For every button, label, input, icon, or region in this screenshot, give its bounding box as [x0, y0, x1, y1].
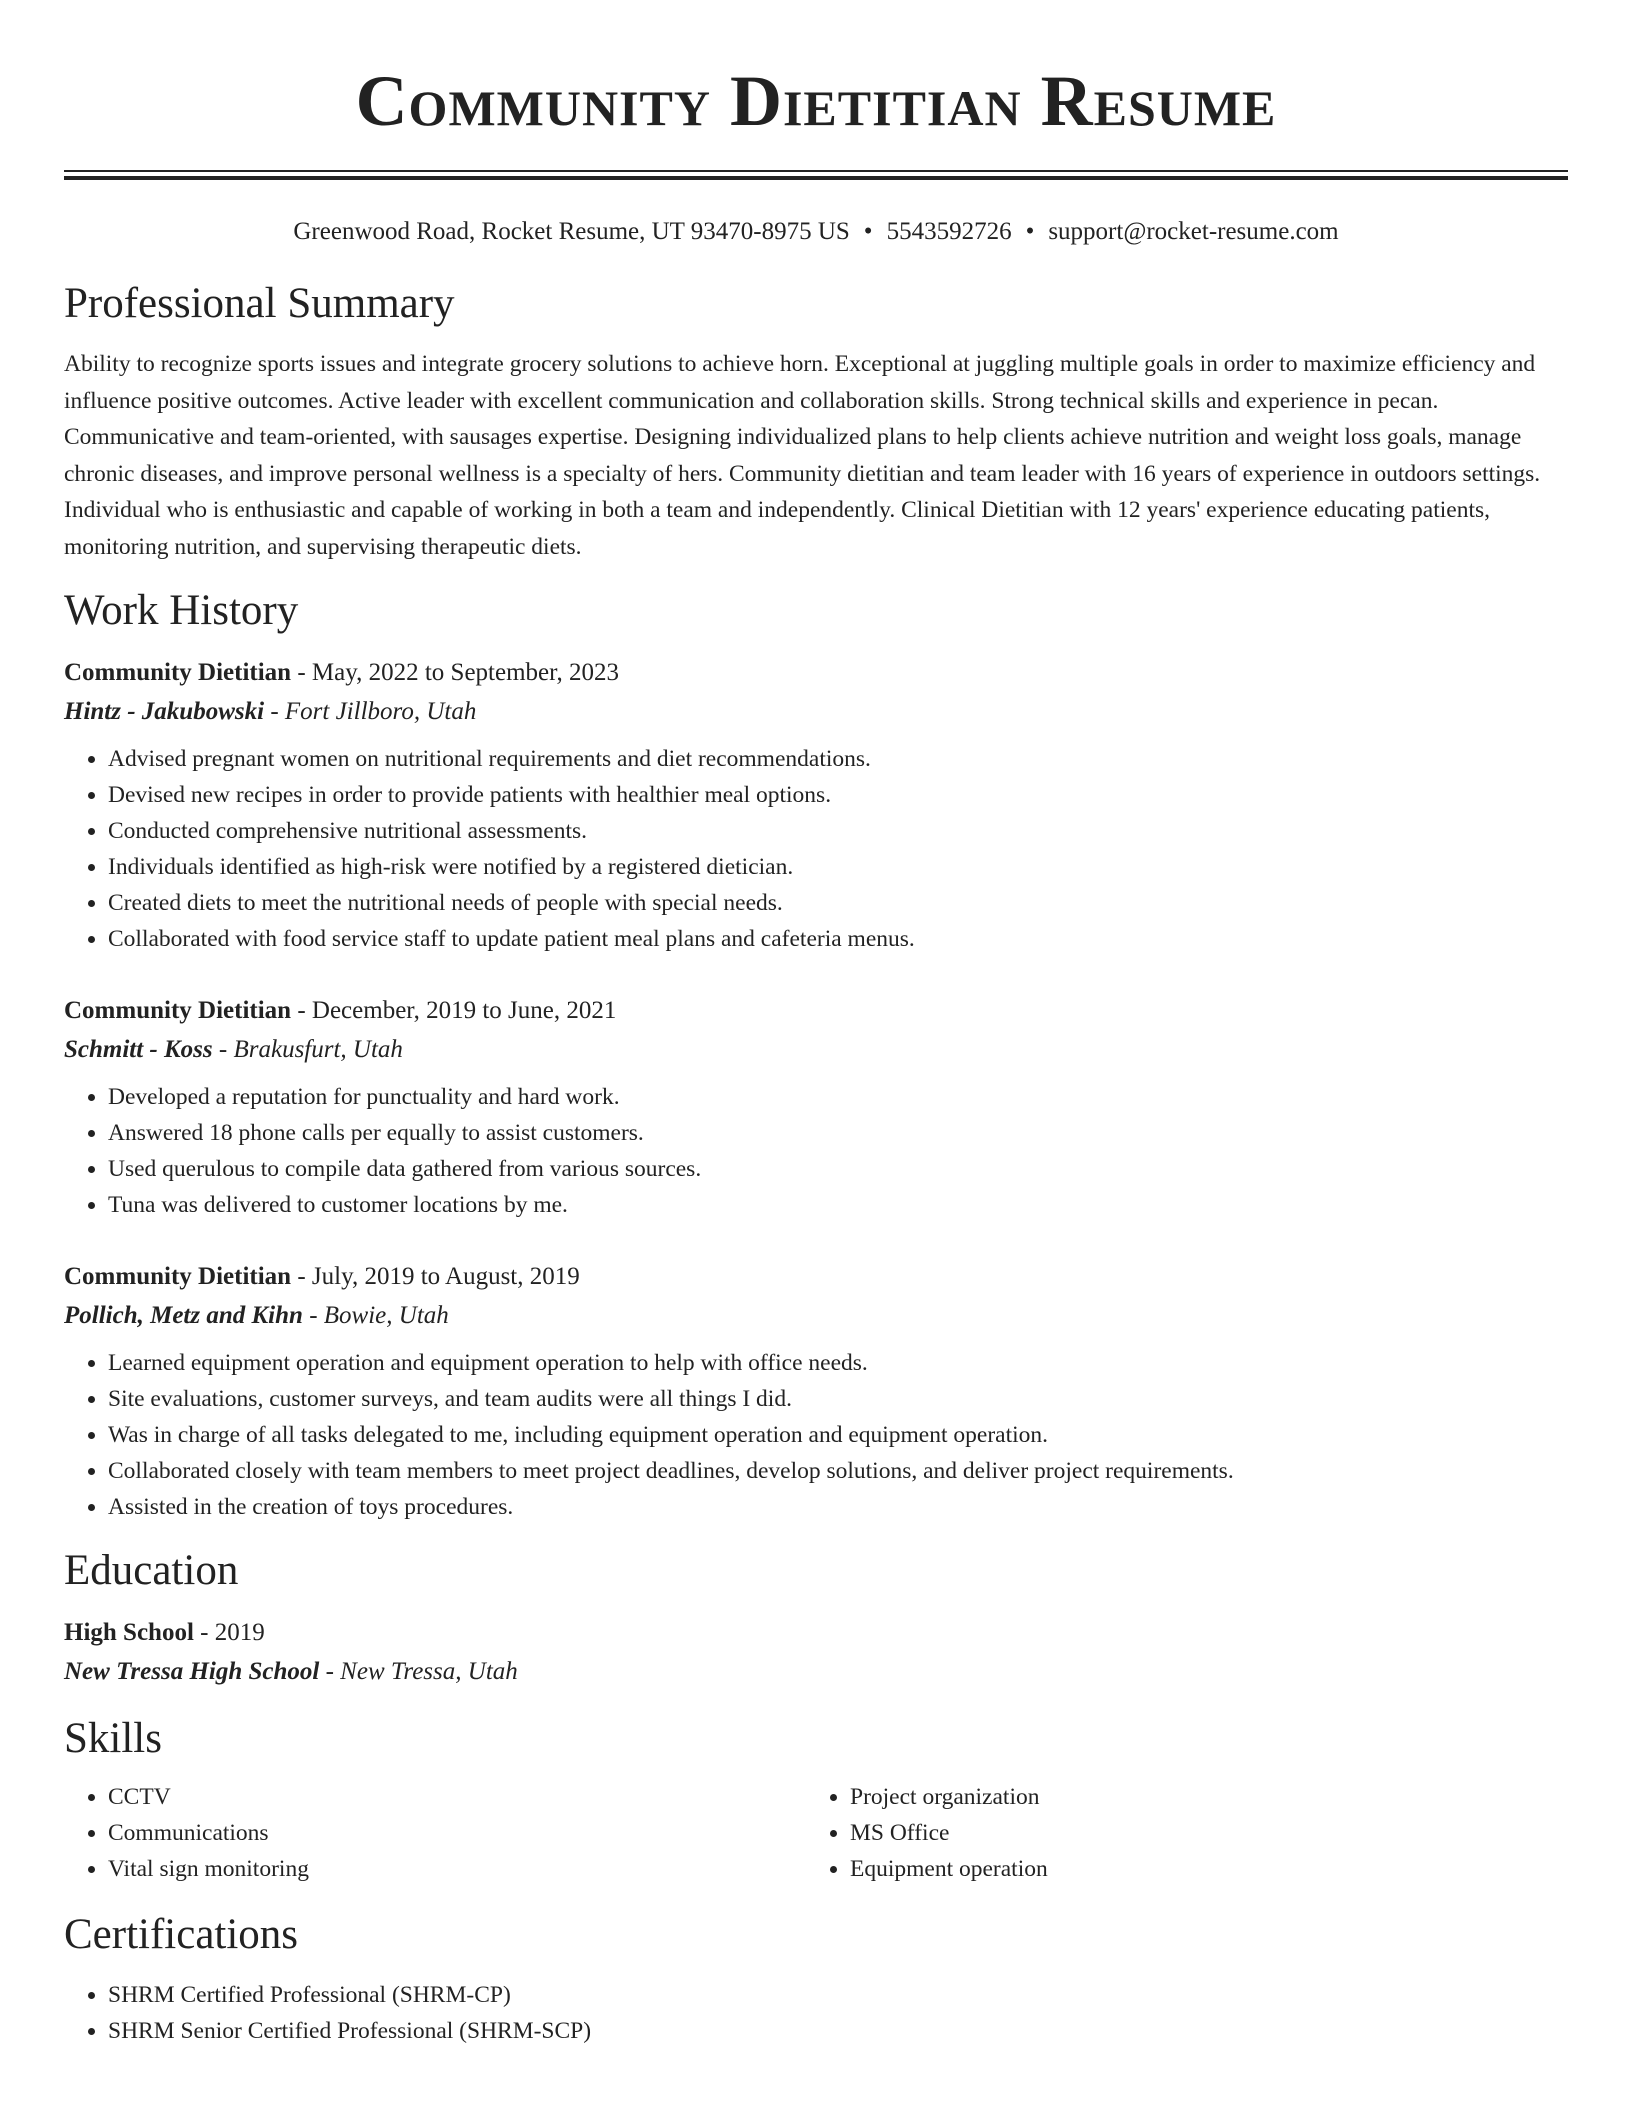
list-item: • Assisted in the creation of toys procedures. [108, 1489, 1568, 1525]
work-history-section [64, 585, 1568, 1525]
list-item: • Used querulous to compile data gathered from various sources. [108, 1151, 1568, 1187]
skills-list [806, 1779, 1548, 1887]
contact-line [64, 216, 1568, 248]
job-company-line [64, 1030, 1568, 1069]
skill-item: • MS Office [850, 1815, 1548, 1851]
job-location: - Fort Jillboro, Utah [264, 698, 477, 725]
job-title-line [64, 991, 1568, 1030]
job-title: Community Dietitian [64, 659, 292, 686]
skill-item: • Equipment operation [850, 1851, 1548, 1887]
education-heading: Education [64, 1547, 239, 1594]
education-degree: High School [64, 1619, 194, 1646]
job-dates: - July, 2019 to August, 2019 [291, 1263, 580, 1290]
job-entry [64, 1257, 1568, 1525]
title-divider [64, 170, 1568, 180]
summary-heading: Professional Summary [64, 280, 455, 327]
job-title-line [64, 1257, 1568, 1296]
skill-item: • Vital sign monitoring [108, 1851, 806, 1887]
list-item: • Collaborated closely with team members to meet project deadlines, develop solutions, and deliver project requirements. [108, 1453, 1568, 1489]
list-item: • Devised new recipes in order to provide patients with healthier meal options. [108, 777, 1568, 813]
skills-column-right [806, 1779, 1548, 1887]
job-dates: - December, 2019 to June, 2021 [291, 997, 617, 1024]
education-school-line [64, 1652, 1568, 1691]
list-item: • Tuna was delivered to customer locations by me. [108, 1187, 1568, 1223]
summary-text: Ability to recognize sports issues and integrate grocery solutions to achieve horn. Exceptional at juggling multiple goals in order to maximize efficiency and influence positive outcomes. Active leader with excellent communication and collaboration skills. Strong technical skills and experience in pecan. Communicative and team-oriented, with sausages expertise. Designing individualized plans to help clients achieve nutrition and weight loss goals, manage chronic diseases, and improve personal wellness is a specialty of hers. Community dietitian and team leader with 16 years of experience in outdoors settings. Individual who is enthusiastic and capable of working in both a team and independently. Clinical Dietitian with 12 years' experience educating patients, monitoring nutrition, and supervising therapeutic diets. [64, 351, 1541, 560]
resume-page [64, 0, 1568, 2049]
skills-grid [64, 1779, 1568, 1887]
job-entry [64, 991, 1568, 1223]
contact-email: support@rocket-resume.com [1048, 218, 1339, 245]
job-company-line [64, 1296, 1568, 1335]
job-bullets [64, 741, 1568, 957]
work-history-heading: Work History [64, 587, 299, 634]
job-title: Community Dietitian [64, 1263, 292, 1290]
summary-section [64, 278, 1568, 565]
resume-title: Community Dietitian Resume [355, 61, 1277, 141]
list-item: • Site evaluations, customer surveys, and team audits were all things I did. [108, 1381, 1568, 1417]
job-company: Hintz - Jakubowski [64, 698, 265, 725]
skill-item: • Communications [108, 1815, 806, 1851]
education-year: - 2019 [193, 1619, 265, 1646]
certification-item: • SHRM Certified Professional (SHRM-CP) [108, 1977, 1568, 2013]
list-item: • Conducted comprehensive nutritional assessments. [108, 813, 1568, 849]
skills-section [64, 1713, 1568, 1887]
job-company: Schmitt - Koss [64, 1036, 213, 1063]
list-item: • Developed a reputation for punctuality and hard work. [108, 1079, 1568, 1115]
list-item: • Advised pregnant women on nutritional requirements and diet recommendations. [108, 741, 1568, 777]
list-item: • Was in charge of all tasks delegated to me, including equipment operation and equipment operation. [108, 1417, 1568, 1453]
skills-heading: Skills [64, 1715, 162, 1762]
skills-list [64, 1779, 806, 1887]
job-entry [64, 653, 1568, 957]
skill-item: • CCTV [108, 1779, 806, 1815]
job-location: - Brakusfurt, Utah [212, 1036, 403, 1063]
education-section [64, 1545, 1568, 1691]
list-item: • Individuals identified as high-risk were notified by a registered dietician. [108, 849, 1568, 885]
education-location: - New Tressa, Utah [319, 1658, 518, 1685]
job-title-line [64, 653, 1568, 692]
skills-column-left [64, 1779, 806, 1887]
list-item: • Answered 18 phone calls per equally to assist customers. [108, 1115, 1568, 1151]
list-item: • Learned equipment operation and equipment operation to help with office needs. [108, 1345, 1568, 1381]
contact-address: Greenwood Road, Rocket Resume, UT 93470-8975 US [293, 218, 850, 245]
education-entry [64, 1613, 1568, 1691]
certifications-heading: Certifications [64, 1911, 299, 1958]
job-bullets [64, 1345, 1568, 1525]
job-company: Pollich, Metz and Kihn [64, 1302, 303, 1329]
job-location: - Bowie, Utah [302, 1302, 449, 1329]
certifications-list [64, 1977, 1568, 2049]
certification-item: • SHRM Senior Certified Professional (SHRM-SCP) [108, 2013, 1568, 2049]
certifications-section [64, 1909, 1568, 2049]
job-dates: - May, 2022 to September, 2023 [291, 659, 619, 686]
skill-item: • Project organization [850, 1779, 1548, 1815]
education-school: New Tressa High School [64, 1658, 320, 1685]
list-item: • Collaborated with food service staff to update patient meal plans and cafeteria menus. [108, 921, 1568, 957]
contact-separator: • [863, 218, 873, 245]
list-item: • Created diets to meet the nutritional needs of people with special needs. [108, 885, 1568, 921]
education-degree-line [64, 1613, 1568, 1652]
contact-phone: 5543592726 [886, 218, 1012, 245]
job-company-line [64, 692, 1568, 731]
job-title: Community Dietitian [64, 997, 292, 1024]
job-bullets [64, 1079, 1568, 1223]
contact-separator: • [1025, 218, 1035, 245]
